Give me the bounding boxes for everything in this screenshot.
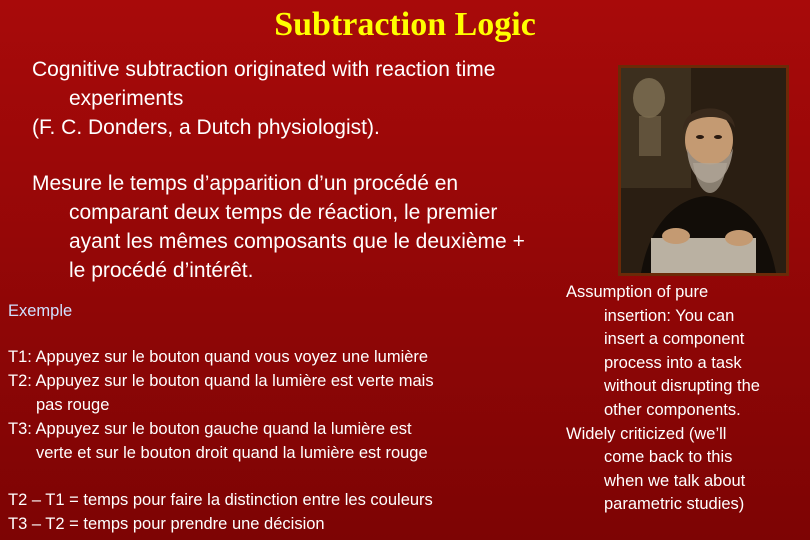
task-t3-cont: verte et sur le bouton droit quand la lumière est rouge [36, 444, 428, 462]
assumption-line: Widely criticized (we’ll [566, 424, 727, 443]
mesure-text: le [69, 259, 92, 282]
assumption-line: other components. [604, 400, 741, 419]
difference-d2: T3 – T2 = temps pour prendre une décision [8, 515, 325, 533]
donders-portrait [618, 65, 789, 276]
assumption-line: process into a task [604, 353, 742, 372]
assumption-line: without disrupting the [604, 377, 760, 396]
assumption-line: when we talk about [604, 471, 746, 490]
mesure-line [32, 256, 525, 285]
difference-list [8, 488, 433, 536]
assumption-line: parametric studies) [604, 495, 745, 514]
assumption-line: insertion: You can [604, 306, 735, 325]
slide-title: Subtraction Logic [274, 6, 536, 43]
assumption-line: Assumption of pure [566, 283, 709, 301]
task-list [8, 345, 434, 465]
task-t3: T3: Appuyez sur le bouton gauche quand la lumière est [8, 420, 412, 438]
mesure-line: ayant les mêmes composants que le deuxième + [69, 230, 525, 253]
exemple-heading: Exemple [8, 302, 73, 320]
difference-d1: T2 – T1 = temps pour faire la distinction entre les couleurs [8, 491, 433, 509]
mesure-line: comparant deux temps de réaction, le premier [69, 201, 498, 224]
mesure-text: d’intérêt. [167, 259, 254, 282]
mesure-text: en [428, 172, 459, 195]
intro-line: experiments [69, 87, 184, 110]
assumption-line: insert a component [604, 330, 745, 349]
mesure-text: Mesure le temps d’apparition d’un [32, 172, 354, 195]
task-t2-cont: pas rouge [36, 396, 110, 414]
task-t2: T2: Appuyez sur le bouton quand la lumière est verte mais [8, 372, 434, 390]
intro-line: Cognitive subtraction originated with reaction time [32, 58, 496, 81]
task-t1: T1: Appuyez sur le bouton quand vous voyez une lumière [8, 348, 429, 366]
assumption-note [566, 281, 806, 517]
intro-line: (F. C. Donders, a Dutch physiologist). [32, 116, 380, 139]
intro-paragraph [32, 55, 495, 142]
portrait-photo-icon [621, 68, 786, 273]
procede-term: procédé [353, 172, 429, 195]
procede-term: procédé [91, 259, 168, 282]
mesure-paragraph [32, 169, 525, 285]
mesure-line [32, 172, 458, 195]
assumption-line: come back to this [604, 448, 733, 467]
